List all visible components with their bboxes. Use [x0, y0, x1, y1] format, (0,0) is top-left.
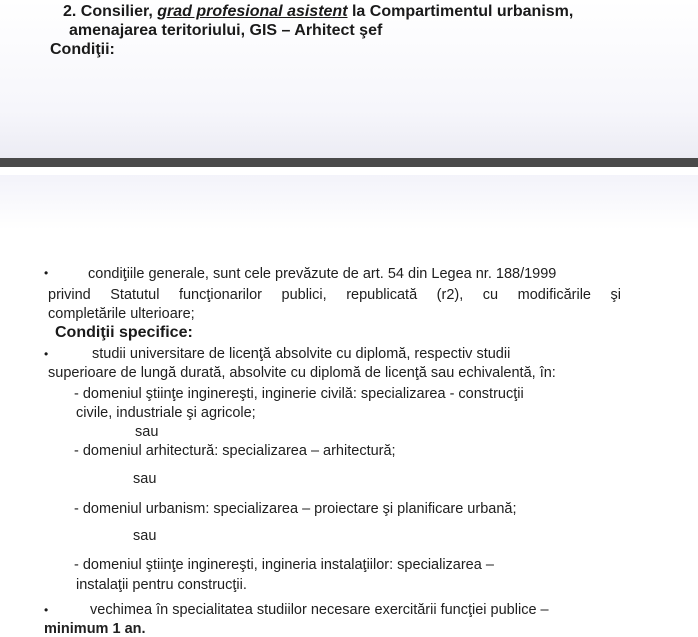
page-divider — [0, 158, 698, 167]
seniority-line2: minimum 1 an. — [44, 621, 146, 637]
domain-architecture: - domeniul arhitectură: specializarea – arhitectură; — [74, 443, 396, 459]
general-line3: completările ulterioare; — [48, 306, 195, 322]
specific-conditions-label: Condiţii specifice: — [55, 324, 193, 341]
or-separator-3: sau — [133, 528, 157, 544]
bullet-general: • — [44, 266, 49, 280]
specific-line2: superioare de lungă durată, absolvite cu diplomă de licenţă sau echivalentă, în: — [48, 365, 556, 381]
domain-urbanism: - domeniul urbanism: specializarea – proiectare şi planificare urbană; — [74, 501, 517, 517]
section-title-line2: amenajarea teritoriului, GIS – Arhitect şef — [69, 22, 383, 39]
title-suffix: la Compartimentul urbanism, — [347, 3, 574, 20]
page-gap — [0, 167, 698, 175]
seniority-text: vechimea în specialitatea studiilor necesare exercitării funcţiei publice – — [90, 602, 549, 618]
general-line2: privind Statutul funcţionarilor publici, republicată (r2), cu modificările şi — [48, 287, 621, 303]
domain-civil-line1: - domeniul ştiinţe inginereşti, inginerie civilă: specializarea - construcţii — [74, 386, 524, 402]
section-title-line1 — [63, 3, 573, 21]
general-line1: condiţiile generale, sunt cele prevăzute de art. 54 din Legea nr. 188/1999 — [88, 266, 557, 282]
or-separator-1: sau — [135, 424, 159, 440]
conditions-label: Condiţii: — [50, 41, 115, 58]
specific-line1: studii universitare de licenţă absolvite cu diplomă, respectiv studii — [92, 346, 511, 362]
seniority-line1 — [90, 602, 549, 618]
title-prefix: 2. Consilier, — [63, 3, 158, 20]
bullet-specific: • — [44, 347, 49, 361]
domain-civil-line2: civile, industriale şi agricole; — [76, 405, 256, 421]
title-grade: grad profesional asistent — [157, 3, 348, 20]
domain-installations-line2: instalaţii pentru construcţii. — [76, 577, 247, 593]
domain-installations-line1: - domeniul ştiinţe inginereşti, ingineria instalaţiilor: specializarea – — [74, 557, 494, 573]
or-separator-2: sau — [133, 471, 157, 487]
bullet-seniority: • — [44, 603, 49, 617]
